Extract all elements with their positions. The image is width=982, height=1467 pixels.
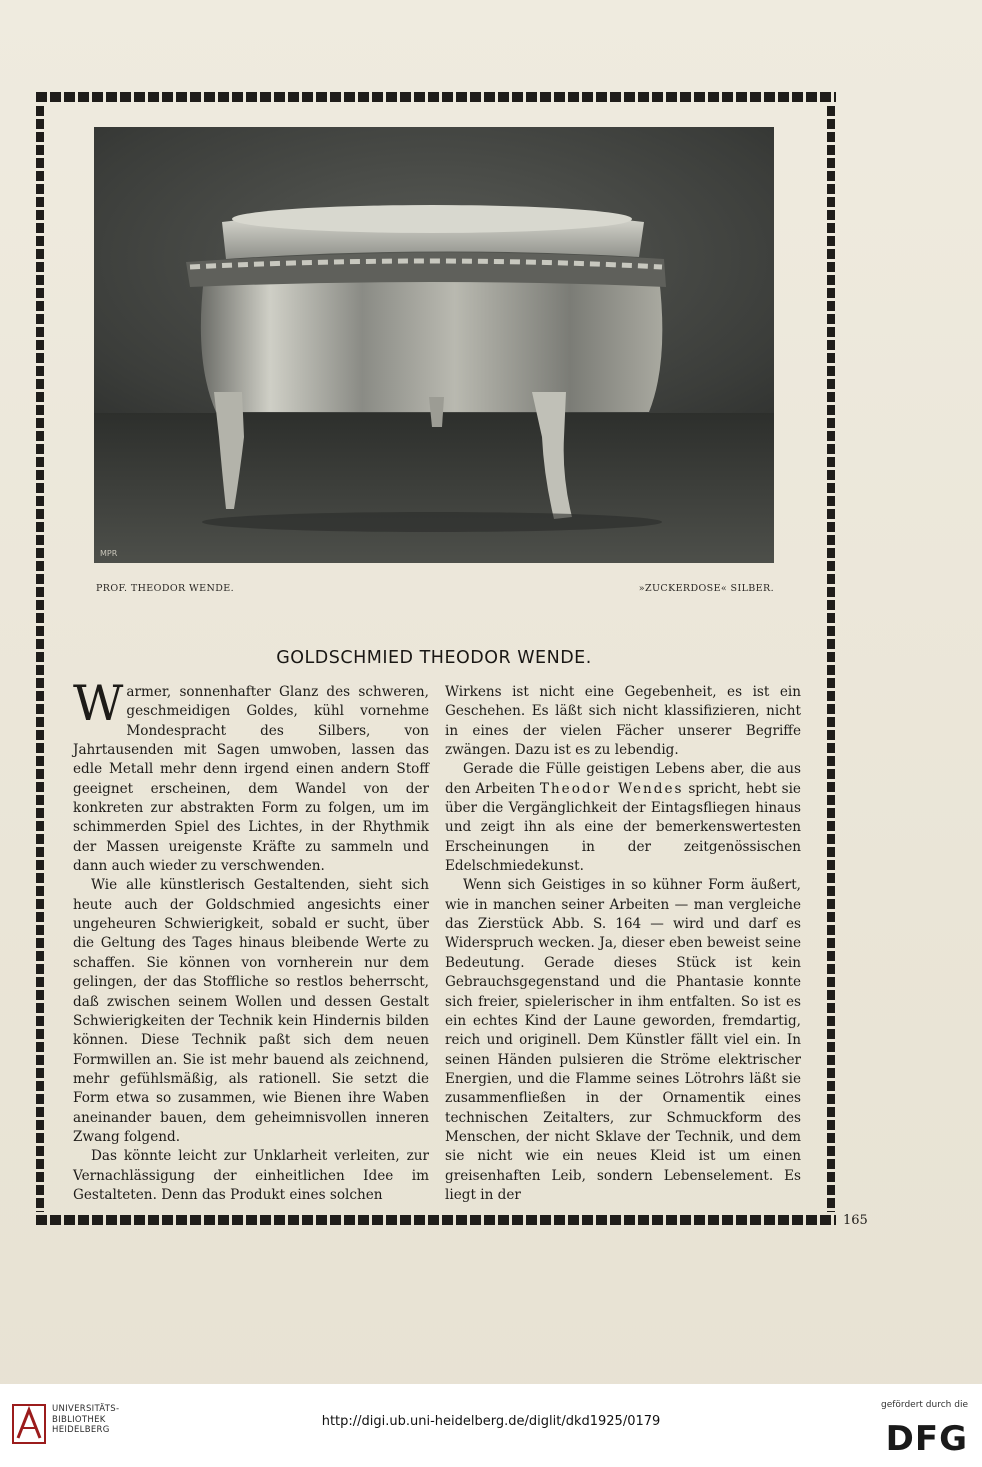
frame-border-bottom bbox=[36, 1215, 836, 1225]
drop-cap: W bbox=[73, 675, 124, 732]
page-number: 165 bbox=[843, 1213, 868, 1228]
paragraph-5-end: spricht, hebt sie über die Vergänglichkeit der Eintagsfliegen hinaus und zeigt ihn als eine der bemerkenswertesten Erscheinungen in der zeitgenössischen Edelschmiedekunst. bbox=[445, 780, 801, 875]
text-column-left bbox=[73, 675, 429, 1205]
article-title: GOLDSCHMIED THEODOR WENDE. bbox=[276, 648, 592, 668]
sugar-bowl-illustration bbox=[94, 127, 774, 563]
photo-sugar-bowl bbox=[94, 127, 774, 563]
source-url-link[interactable]: http://digi.ub.uni-heidelberg.de/diglit/dkd1925/0179 bbox=[321, 1414, 661, 1429]
paragraph-5 bbox=[445, 760, 801, 876]
frame-border-top bbox=[36, 92, 836, 102]
paragraph-3: Das könnte leicht zur Unklarheit verleiten, zur Vernachlässigung der einheitlichen Idee im Gestalteten. Denn das Produkt eines solchen bbox=[73, 1148, 429, 1203]
caption-artist: PROF. THEODOR WENDE. bbox=[96, 583, 234, 594]
photo-monogram: MPR bbox=[100, 549, 118, 558]
paragraph-1-text: armer, sonnenhafter Glanz des schweren, geschmeidigen Goldes, kühl vornehme Mondespracht des Silbers, von Jahrtausenden mit Sagen umwoben, lassen das edle Metall mehr denn irgend einen andern Stoff geeignet erscheinen, dem Wandel von der konkreten zur abstrakten Form zu folgen, um im schimmerden Spiel des Lichtes, in der Rhythmik der Massen ureigenste Kräfte zu sammeln und dann auch wieder zu verschwenden. bbox=[73, 684, 429, 875]
university-line-3: HEIDELBERG bbox=[52, 1425, 110, 1435]
paragraph-5-start: Gerade die Fülle geistigen Lebens aber, die aus den Arbeiten bbox=[445, 761, 801, 797]
frame-border-left bbox=[36, 106, 44, 1212]
university-line-2: BIBLIOTHEK bbox=[52, 1414, 106, 1425]
text-column-right bbox=[445, 683, 801, 1205]
paragraph-1 bbox=[73, 675, 429, 876]
frame-border-right bbox=[827, 106, 835, 1212]
caption-object: »ZUCKERDOSE« SILBER. bbox=[638, 583, 774, 594]
university-line-1: UNIVERSITÄTS- bbox=[52, 1404, 120, 1414]
paragraph-4: Wirkens ist nicht eine Gegebenheit, es ist ein Geschehen. Es läßt sich nicht klassifizieren, nicht in eines der vielen Fächer unserer Begriffe zwängen. Dazu ist es zu lebendig. bbox=[445, 684, 801, 759]
paragraph-2: Wie alle künstlerisch Gestaltenden, sieht sich heute auch der Goldschmied angesichts einer ungeheuren Schwierigkeit, sobald er sucht, über die Geltung des Tages hinaus bleibende Werte zu schaffen. Sie können von vornherein nur dem gelingen, der das Stoffliche so restlos beherrscht, daß zwischen seinem Wollen und dessen Gestalt Schwierigkeiten der Technik kein Hindernis bilden können. Diese Technik paßt sich dem neuen Formwillen an. Sie ist mehr bauend als zeichnend, mehr gefühlsmäßig, als rationell. Sie setzt die Form etwa so zusammen, wie Bienen ihre Waben aneinander bauen, dem geheimnisvollen inneren Zwang folgend. bbox=[73, 877, 429, 1145]
digitisation-footer bbox=[0, 1384, 982, 1467]
artist-name: Theodor Wendes bbox=[539, 780, 684, 797]
paragraph-6: Wenn sich Geistiges in so kühner Form äußert, wie in manchen seiner Arbeiten — man vergleiche das Zierstück Abb. S. 164 — wird und darf es Widerspruch wecken. Ja, dieser eben beweist seine Bedeutung. Gerade dieses Stück ist kein Gebrauchsgegenstand und die Phantasie konnte sich freier, spielerischer in ihm entfalten. So ist es ein echtes Kind der Laune geworden, fremdartig, reich und originell. Dem Künstler fällt viel ein. In seinen Händen pulsieren die Ströme elektrischer Energien, und die Flamme seines Lötrohrs läßt sie zusammenfließen in der Ornamentik eines technischen Zeitalters, zur Schmuckform des Menschen, der nicht Sklave der Technik, und dem sie nicht wie ein neues Kleid ist um einen greisenhaften Leib, sondern Lebenselement. Es liegt in der bbox=[445, 877, 801, 1203]
funding-note: gefördert durch die bbox=[881, 1400, 968, 1410]
dfg-logo: DFG bbox=[885, 1419, 968, 1459]
